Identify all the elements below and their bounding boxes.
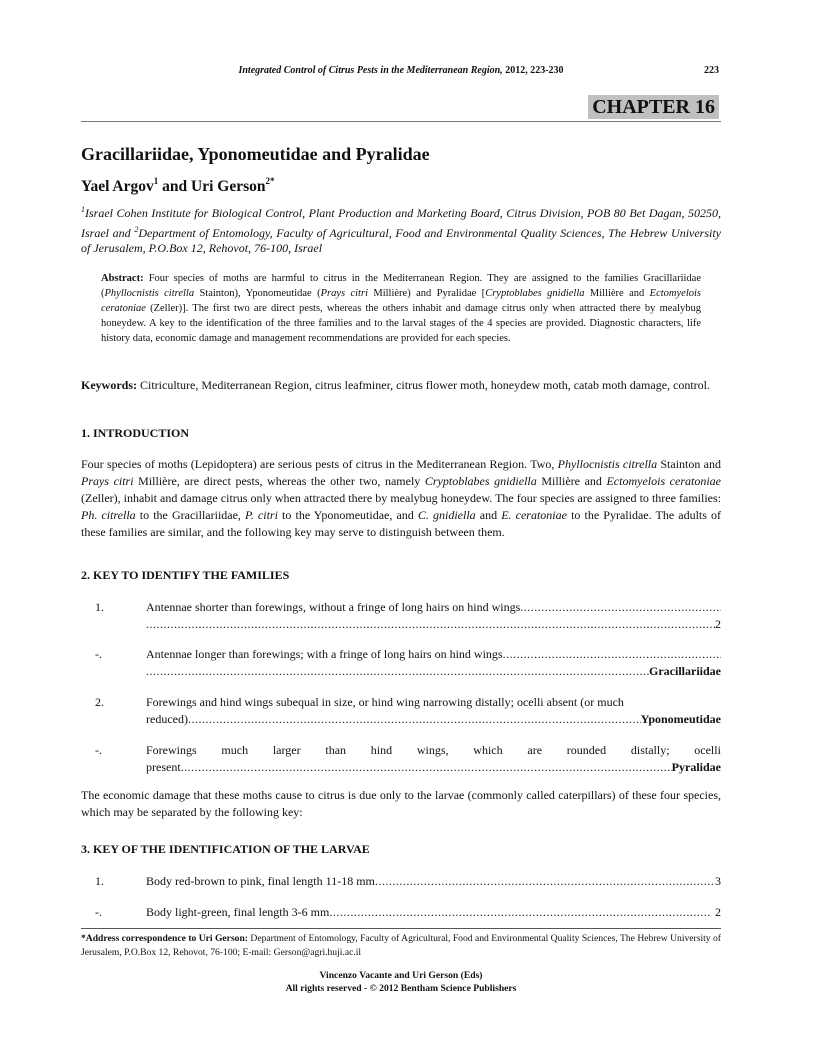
key-number: 2.	[95, 695, 104, 709]
key-result: 3	[715, 874, 721, 888]
journal-citation: Integrated Control of Citrus Pests in the Mediterranean Region, 2012, 223-230	[238, 65, 564, 76]
author-affiliation-mark: 2*	[265, 176, 275, 186]
key-result: Gracillariidae	[649, 664, 721, 678]
leader-dots	[188, 711, 641, 728]
key-text: Antennae shorter than forewings, without a fringe of long hairs on hind wings	[146, 600, 521, 614]
key-number: 1.	[95, 874, 104, 888]
footnote-label: *Address correspondence to Uri Gerson:	[81, 933, 249, 944]
page-number: 223	[704, 65, 719, 76]
key-number: 1.	[95, 600, 104, 614]
introduction-paragraph: Four species of moths (Lepidoptera) are serious pests of citrus in the Mediterranean Region. Two, Phyllocnistis citrella Stainton and Prays citri Millière, are direct pests, whereas the other two, namely Cryptoblabes gnidiella Millière and Ectomyelois ceratoniae (Zeller), inhabit and damage citrus only when attracted there by mealybug honeydew. The four species are assigned to three families: Ph. citrella to the Gracillariidae, P. citri to the Yponomeutidae, and C. gnidiella and E. ceratoniae to the Pyralidae. The adults of these families are similar, and the following key may serve to distinguish between them.	[81, 457, 722, 539]
chapter-label: CHAPTER 16	[588, 95, 719, 119]
leader-dots	[181, 759, 672, 776]
abstract: Abstract: Four species of moths are harmful to citrus in the Mediterranean Region. They are assigned to the families Gracillariidae (Phyllocnistis citrella Stainton), Yponomeutidae (Prays citri Millière) and Pyralidae [Cryptoblabes gnidiella Millière and Ectomyelois ceratoniae (Zeller)]. The first two are direct pests, whereas the others inhabit and damage citrus only when attracted there by mealybug honeydew. A key to the identification of the three families and to the larval stages of the 4 species are provided. Diagnostic characters, life history data, economic damage and management recommendations are provided for each species.	[101, 273, 701, 344]
publisher-imprint	[81, 969, 721, 995]
key-text: Antennae longer than forewings; with a fringe of long hairs on hind wings	[146, 647, 503, 661]
key-text: Body light-green, final length 3-6 mm	[146, 905, 330, 919]
author-name: Yael Argov	[81, 178, 154, 195]
key-text: Forewings and hind wings subequal in size, or hind wing narrowing distally; ocelli absent (or much	[146, 695, 624, 709]
key-result: 2	[715, 905, 721, 919]
leader-dots	[503, 646, 721, 663]
section-heading-introduction: 1. INTRODUCTION	[81, 426, 190, 440]
key-number: -.	[95, 743, 102, 757]
author-affiliation-mark: 1	[153, 176, 159, 186]
key-text: Body red-brown to pink, final length 11-18 mm	[146, 874, 375, 888]
key-number: -.	[95, 905, 102, 919]
abstract-label: Abstract:	[101, 273, 144, 284]
economic-damage-paragraph: The economic damage that these moths cause to citrus is due only to the larvae (commonly called caterpillars) of these four species, which may be separated by the following key:	[81, 788, 721, 819]
chapter-title: Gracillariidae, Yponomeutidae and Pyralidae	[81, 144, 430, 164]
keywords-label: Keywords:	[81, 378, 137, 392]
header-divider	[81, 121, 721, 122]
correspondence-footnote: *Address correspondence to Uri Gerson: Department of Entomology, Faculty of Agricultural, Food and Environmental Quality Sciences, The Hebrew University of Jerusalem, P.O.Box 12, Rehovot, 76-100; E-mail: Gerson@agri.huji.ac.il	[81, 933, 721, 958]
keywords: Keywords: Citriculture, Mediterranean Region, citrus leafminer, citrus flower moth, honeydew moth, catab moth damage, control.	[81, 378, 711, 392]
author-list: Yael Argov$^1$ and Uri Gerson$^{2*}$	[81, 176, 275, 195]
leader-dots	[146, 616, 715, 633]
leader-dots	[375, 873, 715, 890]
author-name: Uri Gerson	[191, 178, 266, 195]
section-heading-family-key: 2. KEY TO IDENTIFY THE FAMILIES	[81, 568, 290, 582]
key-result: Yponomeutidae	[640, 712, 721, 726]
leader-dots	[329, 904, 711, 921]
journal-title: Integrated Control of Citrus Pests in the Mediterranean Region,	[238, 65, 503, 76]
section-heading-larvae-key: 3. KEY OF THE IDENTIFICATION OF THE LARVAE	[81, 842, 370, 856]
key-text: Forewings much larger than hind wings, which are rounded distally; ocelli	[146, 743, 721, 757]
footnote-divider	[81, 928, 721, 929]
key-number: -.	[95, 647, 102, 661]
editors-line: Vincenzo Vacante and Uri Gerson (Eds)	[319, 970, 483, 981]
key-result: Pyralidae	[671, 760, 721, 774]
key-result: 2	[715, 617, 721, 631]
leader-dots	[520, 599, 721, 616]
affiliations: $^1$Israel Cohen Institute for Biological Control, Plant Production and Marketing Board, Citrus Division, POB 80 Bet Dagan, 50250, Israel and $^2$Department of Entomology, Faculty of Agricultural, Food and Environmental Quality Sciences, The Hebrew University of Jerusalem, P.O.Box 12, Rehovot, 76-100, Israel	[81, 205, 722, 255]
leader-dots	[146, 663, 649, 680]
copyright-line: All rights reserved - © 2012 Bentham Science Publishers	[285, 983, 517, 994]
